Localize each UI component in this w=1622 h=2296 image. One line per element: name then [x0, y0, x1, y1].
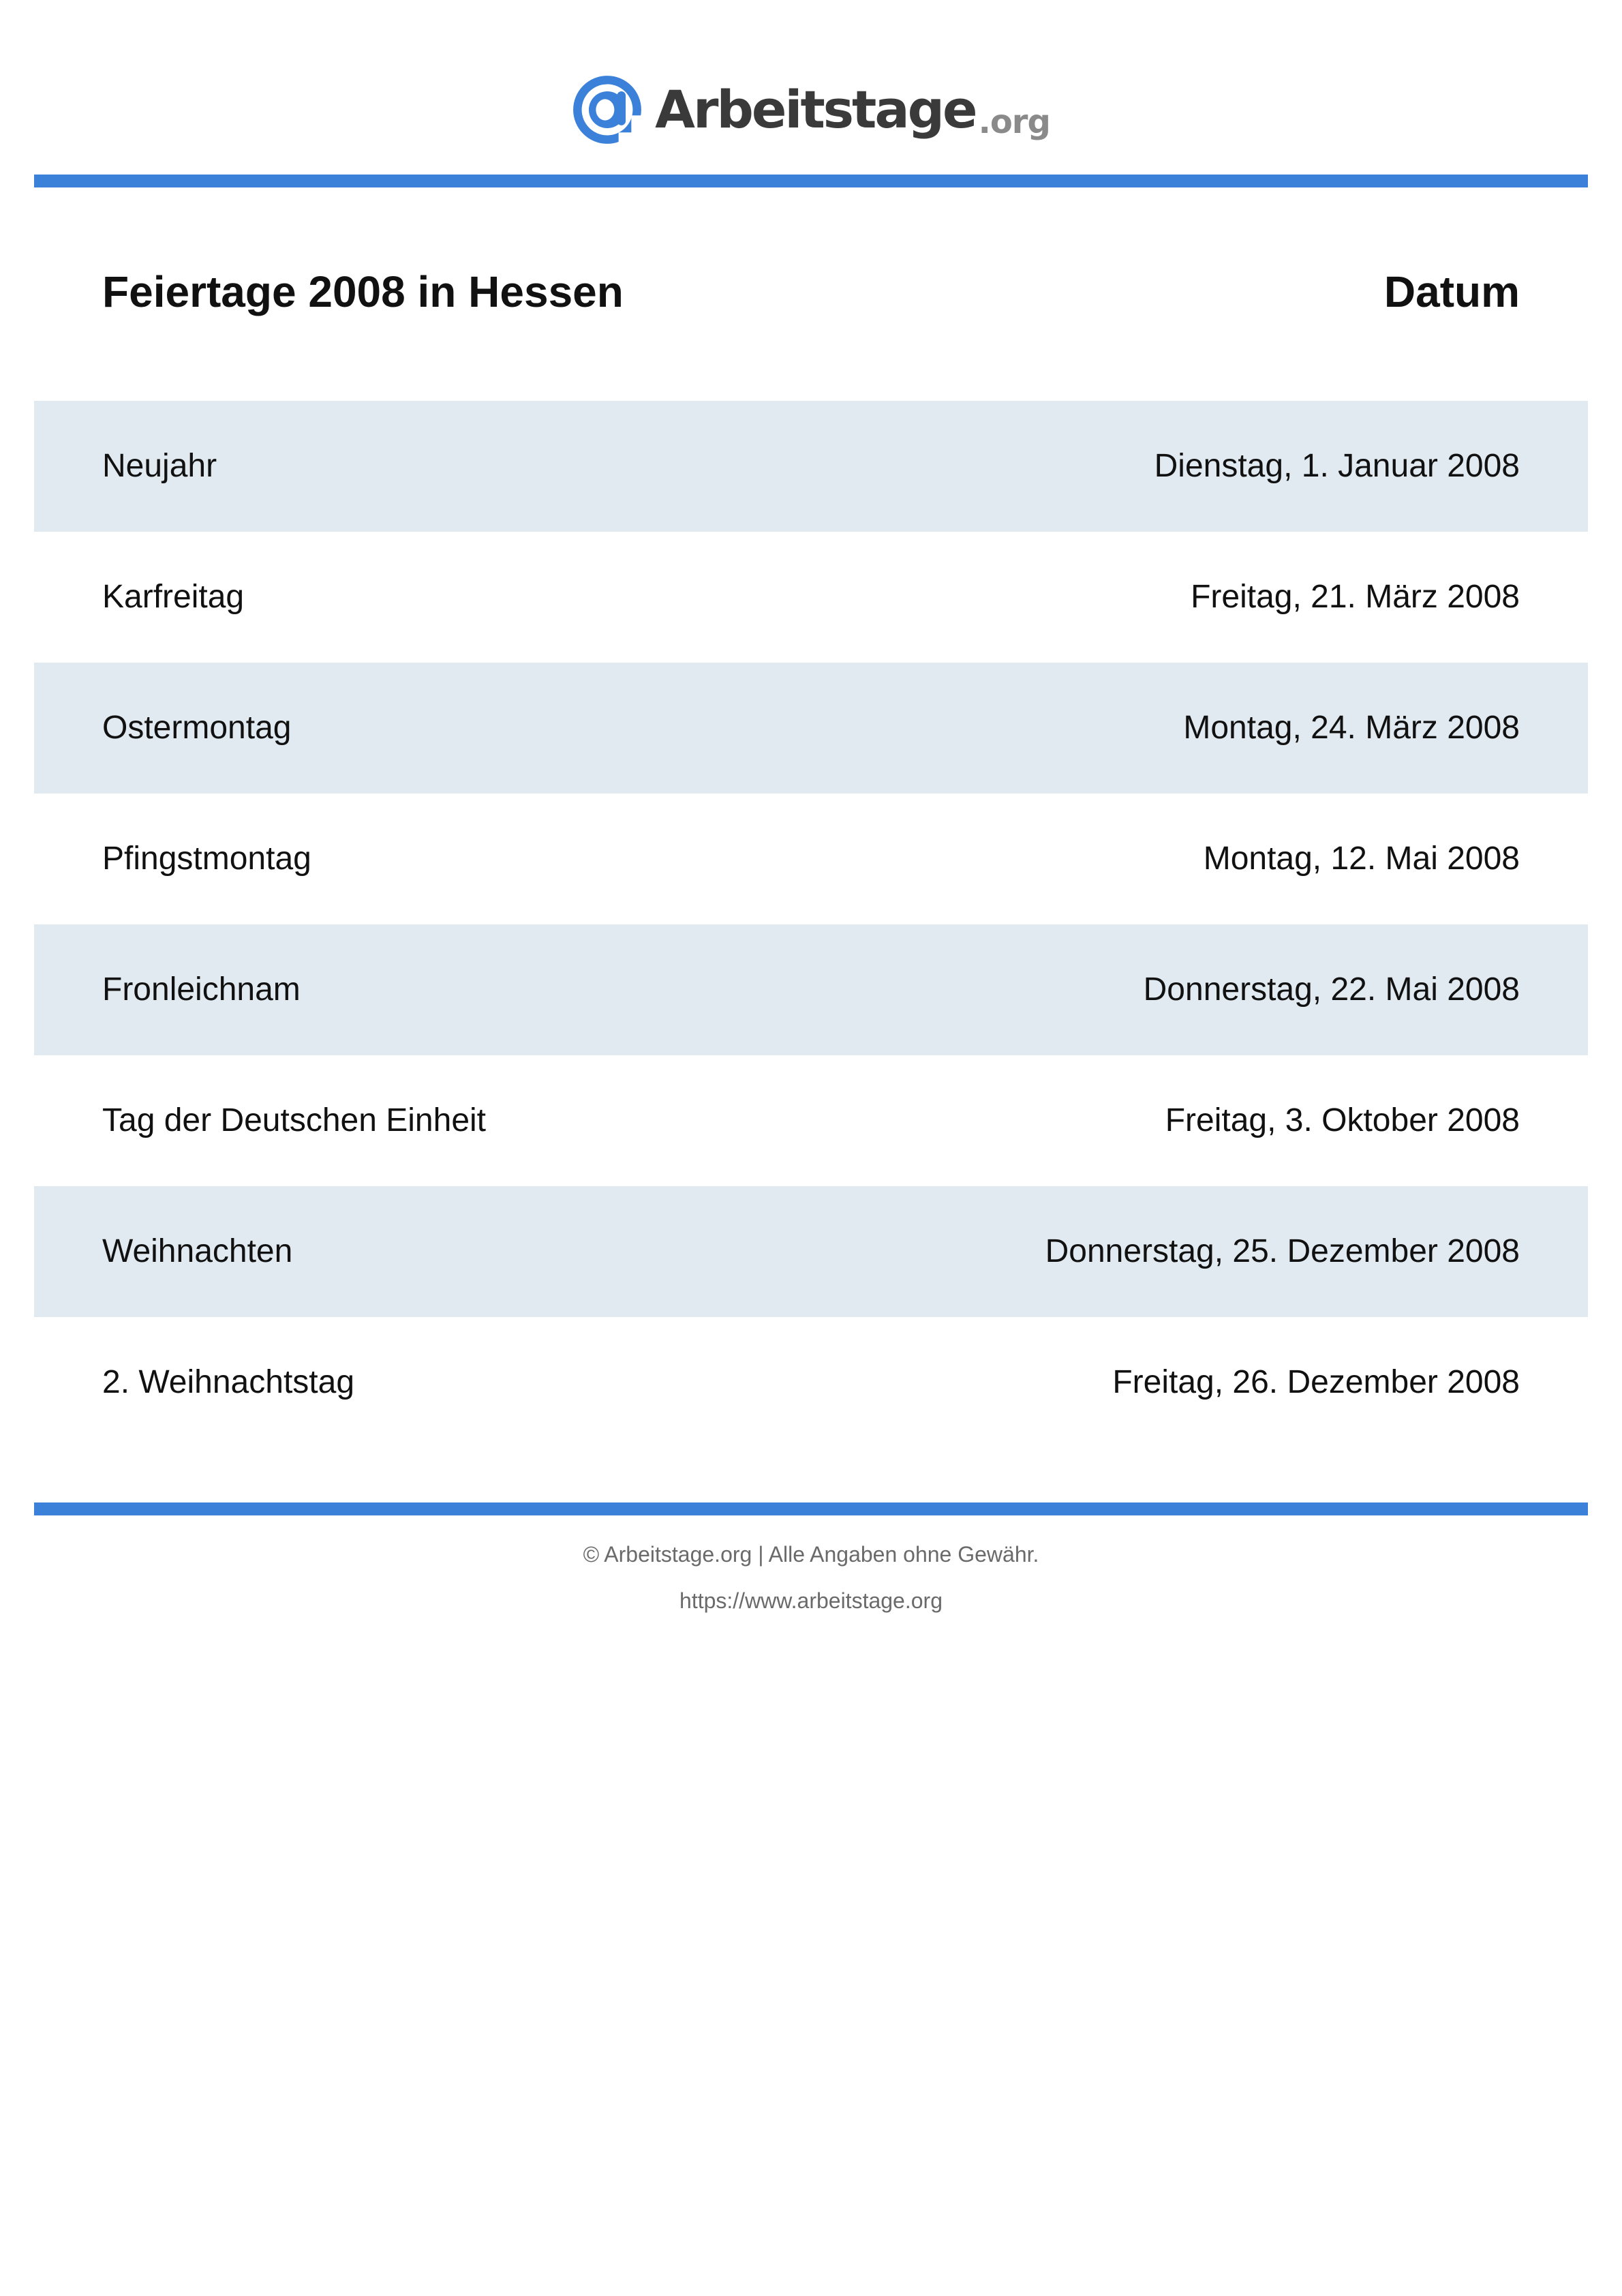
- footer-url[interactable]: https://www.arbeitstage.org: [679, 1588, 943, 1613]
- table-row: [34, 924, 1588, 1055]
- table-row: [34, 1055, 1588, 1186]
- table-row: [34, 532, 1588, 663]
- table-header: [34, 258, 1588, 326]
- holiday-name: Karfreitag: [102, 579, 245, 615]
- holiday-name: Tag der Deutschen Einheit: [102, 1102, 487, 1138]
- holiday-name: Pfingstmontag: [102, 841, 311, 877]
- footer-copyright: © Arbeitstage.org | Alle Angaben ohne Gewähr.: [583, 1542, 1039, 1567]
- holiday-date: Freitag, 3. Oktober 2008: [1165, 1102, 1520, 1138]
- holiday-date: Montag, 12. Mai 2008: [1203, 841, 1520, 877]
- holiday-name: Ostermontag: [102, 710, 292, 746]
- logo-wordmark: Arbeitstage: [655, 79, 976, 140]
- date-column-header: Datum: [1383, 267, 1520, 316]
- holiday-name: Neujahr: [102, 448, 217, 484]
- holiday-table: [34, 401, 1588, 1448]
- holiday-date: Donnerstag, 25. Dezember 2008: [1045, 1233, 1520, 1269]
- table-row: [34, 401, 1588, 532]
- top-divider: [34, 175, 1588, 187]
- bottom-divider: [34, 1502, 1588, 1515]
- holiday-date: Freitag, 21. März 2008: [1191, 579, 1520, 615]
- logo-group: [572, 74, 1050, 145]
- table-row: [34, 1186, 1588, 1317]
- logo-tld: .org: [978, 103, 1050, 141]
- holiday-date: Montag, 24. März 2008: [1183, 710, 1520, 746]
- holiday-date: Freitag, 26. Dezember 2008: [1112, 1364, 1520, 1400]
- holiday-name: Weihnachten: [102, 1233, 293, 1269]
- holiday-date: Donnerstag, 22. Mai 2008: [1143, 971, 1520, 1008]
- table-row: [34, 1317, 1588, 1448]
- logo: [0, 72, 1622, 147]
- page-title: Feiertage 2008 in Hessen: [102, 267, 624, 316]
- holiday-name: 2. Weihnachtstag: [102, 1364, 355, 1400]
- at-sign-icon: [572, 74, 643, 145]
- holiday-name: Fronleichnam: [102, 971, 301, 1008]
- holiday-date: Dienstag, 1. Januar 2008: [1154, 448, 1520, 484]
- table-row: [34, 663, 1588, 794]
- table-row: [34, 794, 1588, 924]
